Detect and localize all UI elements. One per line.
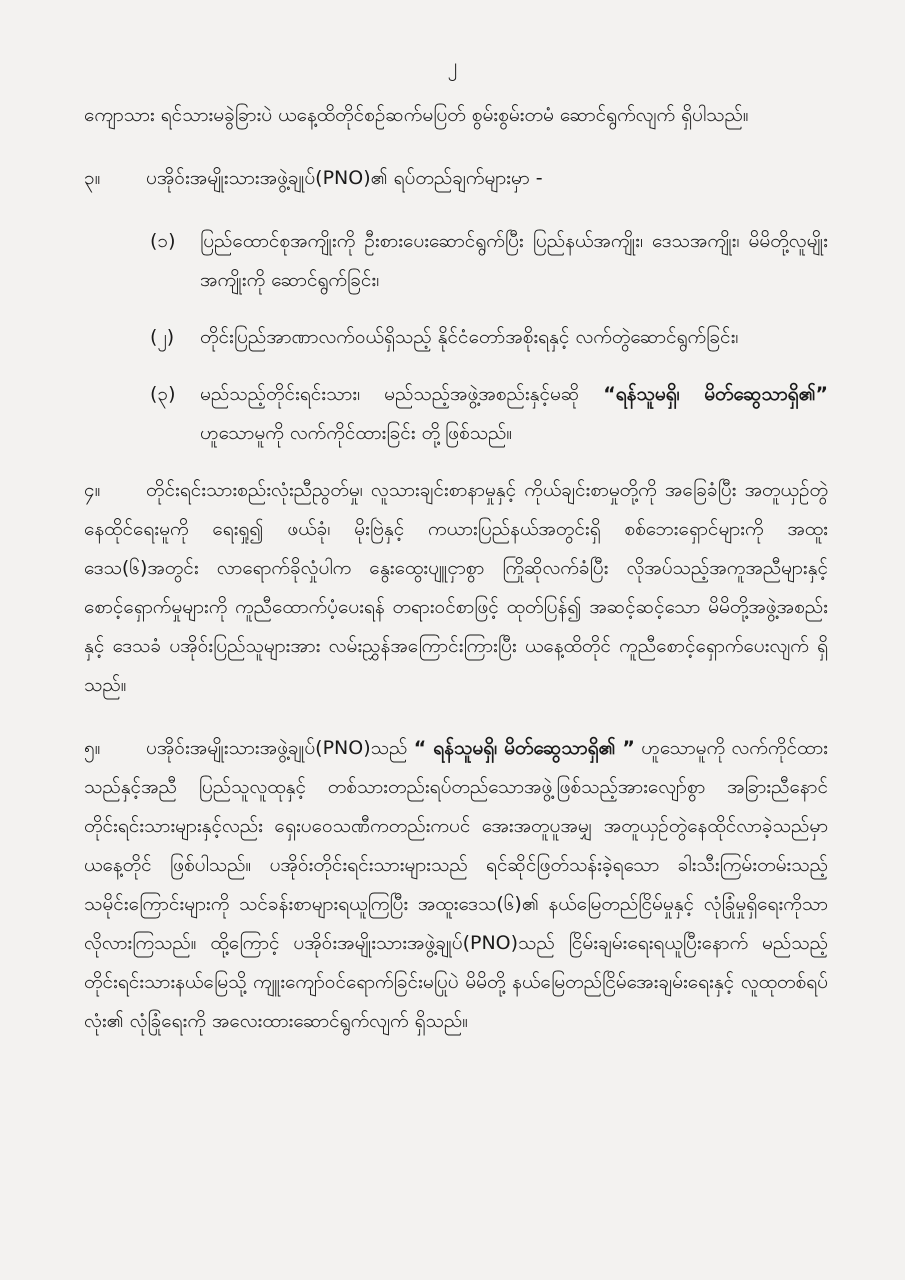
page-number: ၂: [447, 53, 458, 77]
section-heading-text: ပအိုဝ်းအမျိုးသားအဖွဲ့ချုပ်(PNO)၏ ရပ်တည်ချက်များမှာ -: [146, 167, 543, 189]
section-number: ၅။: [84, 737, 101, 759]
section-4-paragraph: [84, 471, 828, 705]
list-item-number: (၁): [150, 230, 176, 252]
list-item-text-part: မည်သည့်တိုင်းရင်းသား၊ မည်သည့်အဖွဲ့အစည်းနှင့်မဆို: [200, 383, 580, 405]
list-item-text: တိုင်းပြည်အာဏာလက်ဝယ်ရှိသည့် နိုင်ငံတော်အစိုးရနှင့် လက်တွဲဆောင်ရွက်ခြင်း၊: [200, 326, 739, 348]
list-item: [84, 222, 828, 300]
motto-bold: “ရန်သူမရှိ၊ မိတ်ဆွေသာရှိ၏”: [603, 383, 828, 405]
list-item: [84, 318, 828, 357]
list-item-text: [200, 375, 828, 453]
section-5-paragraph: [84, 729, 828, 1041]
section-3-heading: [84, 159, 828, 198]
section-number: ၄။: [84, 479, 101, 501]
paragraph-continuation: ကျောသား ရင်သားမခွဲခြားပဲ ယနေ့ထိတိုင်စဉ်ဆက်မပြတ် စွမ်းစွမ်းတမံ ဆောင်ရွက်လျက် ရှိပါသည်။: [84, 104, 749, 126]
section-3-list: [84, 222, 828, 453]
section-text: ဟူသောမူကို လက်ကိုင်ထားသည်နှင့်အညီ ပြည်သူလူထုနှင့် တစ်သားတည်းရပ်တည်သောအဖွဲ့ဖြစ်သည့်အားလျော်စွာ အခြားညီနောင်တိုင်းရင်းသားများနှင့်လည်း ရှေးပဝေသဏီကတည်းကပင် အေးအတူပူအမျှ အတူယှဉ်တွဲနေထိုင်လာခဲ့သည်မှာ ယနေ့တိုင် ဖြစ်ပါသည်။ ပအိုဝ်းတိုင်းရင်းသားများသည် ရင်ဆိုင်ဖြတ်သန်းခဲ့ရသော ခါးသီးကြမ်းတမ်းသည့် သမိုင်းကြောင်းများကို သင်ခန်းစာများရယူကြပြီး အထူးဒေသ(၆)၏ နယ်မြေတည်ငြိမ်မှုနှင့် လုံခြုံမှုရှိရေးကိုသာ လိုလားကြသည်။ ထို့ကြောင့် ပအိုဝ်းအမျိုးသားအဖွဲ့ချုပ်(PNO)သည် ငြိမ်းချမ်းရေးရယူပြီးနောက် မည်သည့်တိုင်းရင်းသားနယ်မြေသို့ ကျူးကျော်ဝင်ရောက်ခြင်းမပြုပဲ မိမိတို့ နယ်မြေတည်ငြိမ်အေးချမ်းရေးနှင့် လူထုတစ်ရပ်လုံး၏ လုံခြုံရေးကို အလေးထားဆောင်ရွက်လျက် ရှိသည်။: [84, 737, 829, 1032]
list-item-text: ပြည်ထောင်စုအကျိုးကို ဦးစားပေးဆောင်ရွက်ပြီး ပြည်နယ်အကျိုး၊ ဒေသအကျိုး၊ မိမိတို့လူမျိုးအကျိုးကို ဆောင်ရွက်ခြင်း၊: [200, 230, 828, 291]
list-item-number: (၃): [150, 383, 176, 405]
section-number: ၃။: [84, 167, 101, 189]
list-item-number: (၂): [150, 326, 175, 348]
list-item: [84, 375, 828, 453]
section-text: တိုင်းရင်းသားစည်းလုံးညီညွတ်မှု၊ လူသားချင်းစာနာမှုနှင့် ကိုယ်ချင်းစာမှုတို့ကို အခြေခံပြီး အတူယှဉ်တွဲနေထိုင်ရေးမူကို ရေးရှု၍ ဖယ်ခုံ၊ မိုးဗြဲနှင့် ကယားပြည်နယ်အတွင်းရှိ စစ်ဘေးရှောင်များကို အထူးဒေသ(၆)အတွင်း လာရောက်ခိုလှုံပါက နွေးထွေးပျူငှာစွာ ကြိုဆိုလက်ခံပြီး လိုအပ်သည့်အကူအညီများနှင့် စောင့်ရှောက်မှုများကို ကူညီထောက်ပံ့ပေးရန် တရားဝင်စာဖြင့် ထုတ်ပြန်၍ အဆင့်ဆင့်သော မိမိတို့အဖွဲ့အစည်းနှင့် ဒေသခံ ပအိုဝ်းပြည်သူများအား လမ်းညွှန်အကြောင်းကြားပြီး ယနေ့ထိတိုင် ကူညီစောင့်ရှောက်ပေးလျက် ရှိသည်။: [84, 479, 828, 696]
document-body: [84, 96, 828, 1065]
motto-bold: “ ရန်သူမရှိ၊ မိတ်ဆွေသာရှိ၏ ”: [413, 737, 635, 759]
list-item-text-part: ဟူသောမူကို လက်ကိုင်ထားခြင်း တို့ဖြစ်သည်။: [200, 422, 513, 444]
section-text: ပအိုဝ်းအမျိုးသားအဖွဲ့ချုပ်(PNO)သည်: [146, 737, 408, 759]
